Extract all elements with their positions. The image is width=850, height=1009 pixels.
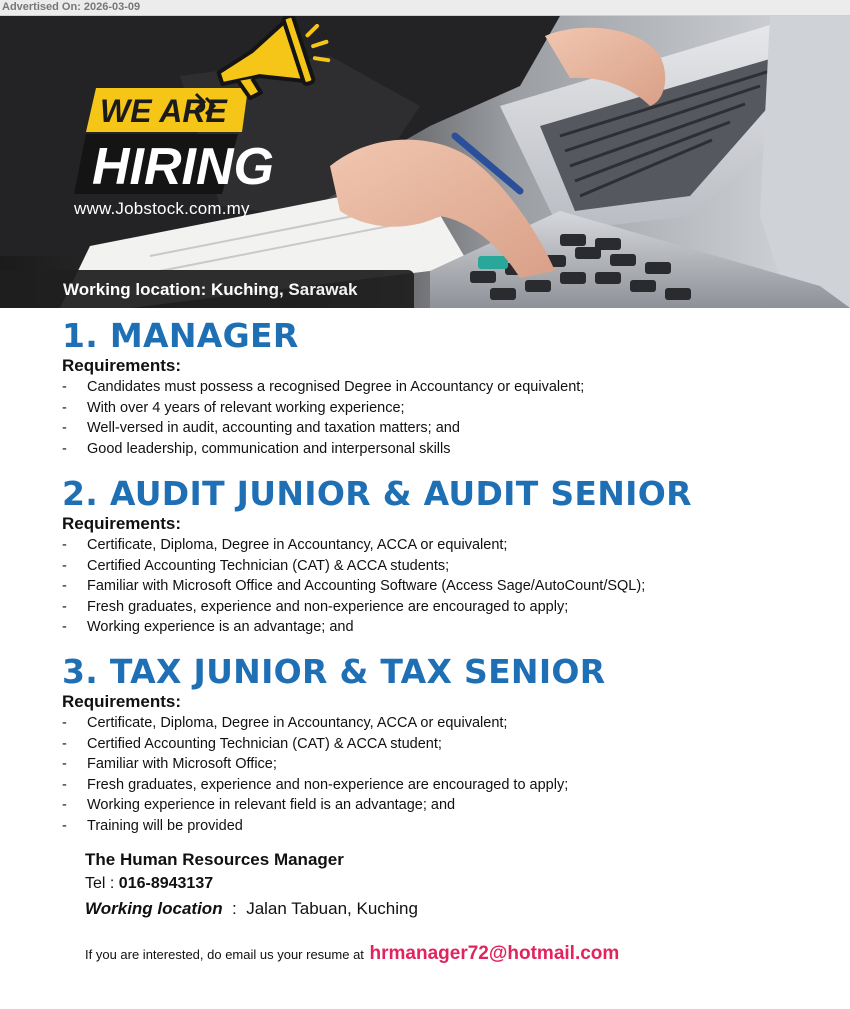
job-title: 3. TAX JUNIOR & TAX SENIOR: [62, 652, 606, 691]
badge-we-are: WE ARE: [100, 93, 227, 129]
advertised-bar: [0, 0, 850, 16]
requirements-label: Requirements:: [62, 692, 182, 711]
requirements-label: Requirements:: [62, 356, 182, 375]
requirements-label: Requirements:: [62, 514, 182, 533]
location-separator: :: [222, 899, 247, 918]
list-item: - With over 4 years of relevant working experience;: [62, 399, 405, 416]
list-item: - Certificate, Diploma, Degree in Accountancy, ACCA or equivalent;: [62, 715, 508, 731]
list-item: - Familiar with Microsoft Office and Accounting Software (Access Sage/AutoCount/SQL);: [62, 578, 646, 595]
requirements-list: [62, 535, 822, 638]
list-item: - Certified Accounting Technician (CAT) & ACCA students;: [62, 557, 450, 574]
email-line: [85, 943, 619, 965]
list-item: - Familiar with Microsoft Office;: [62, 756, 277, 773]
job-title: 2. AUDIT JUNIOR & AUDIT SENIOR: [62, 474, 692, 513]
location-banner: [0, 270, 414, 308]
job-title: 1. MANAGER: [62, 316, 299, 355]
badge-hiring: HIRING: [92, 138, 274, 196]
list-item: - Fresh graduates, experience and non-experience are encouraged to apply;: [62, 776, 569, 793]
advertised-date: Advertised On: 2026-03-09: [2, 1, 141, 13]
job-section-audit: [62, 475, 822, 638]
location-value: Jalan Tabuan, Kuching: [246, 899, 418, 918]
tel-number[interactable]: 016-8943137: [118, 875, 214, 892]
list-item: - Working experience is an advantage; and: [62, 619, 354, 636]
location-banner-text: Working location: Kuching, Sarawak: [63, 280, 358, 299]
list-item: - Good leadership, communication and interpersonal skills: [62, 440, 451, 457]
hero-banner: [0, 16, 850, 308]
job-section-tax: [62, 653, 822, 837]
list-item: - Working experience in relevant field is an advantage; and: [62, 797, 456, 814]
job-section-manager: [62, 317, 822, 459]
list-item: - Certificate, Diploma, Degree in Accountancy, ACCA or equivalent;: [62, 537, 508, 553]
list-item: - Well-versed in audit, accounting and taxation matters; and: [62, 420, 460, 437]
email-link[interactable]: hrmanager72@hotmail.com: [369, 943, 620, 964]
list-item: - Fresh graduates, experience and non-experience are encouraged to apply;: [62, 598, 569, 615]
tel-label: Tel :: [85, 875, 119, 892]
hero-photo: [0, 16, 850, 308]
list-item: - Candidates must possess a recognised Degree in Accountancy or equivalent;: [62, 379, 585, 395]
contact-tel: [85, 872, 418, 896]
contact-name: The Human Resources Manager: [85, 850, 344, 869]
requirements-list: [62, 713, 822, 837]
contact-block: [85, 848, 418, 922]
website-url: www.Jobstock.com.my: [74, 199, 250, 218]
email-prompt: If you are interested, do email us your resume at: [85, 947, 368, 962]
list-item: - Training will be provided: [62, 817, 243, 834]
contact-location: [85, 896, 418, 922]
location-label: Working location: [85, 899, 223, 918]
list-item: - Certified Accounting Technician (CAT) & ACCA student;: [62, 735, 442, 752]
requirements-list: [62, 377, 822, 459]
